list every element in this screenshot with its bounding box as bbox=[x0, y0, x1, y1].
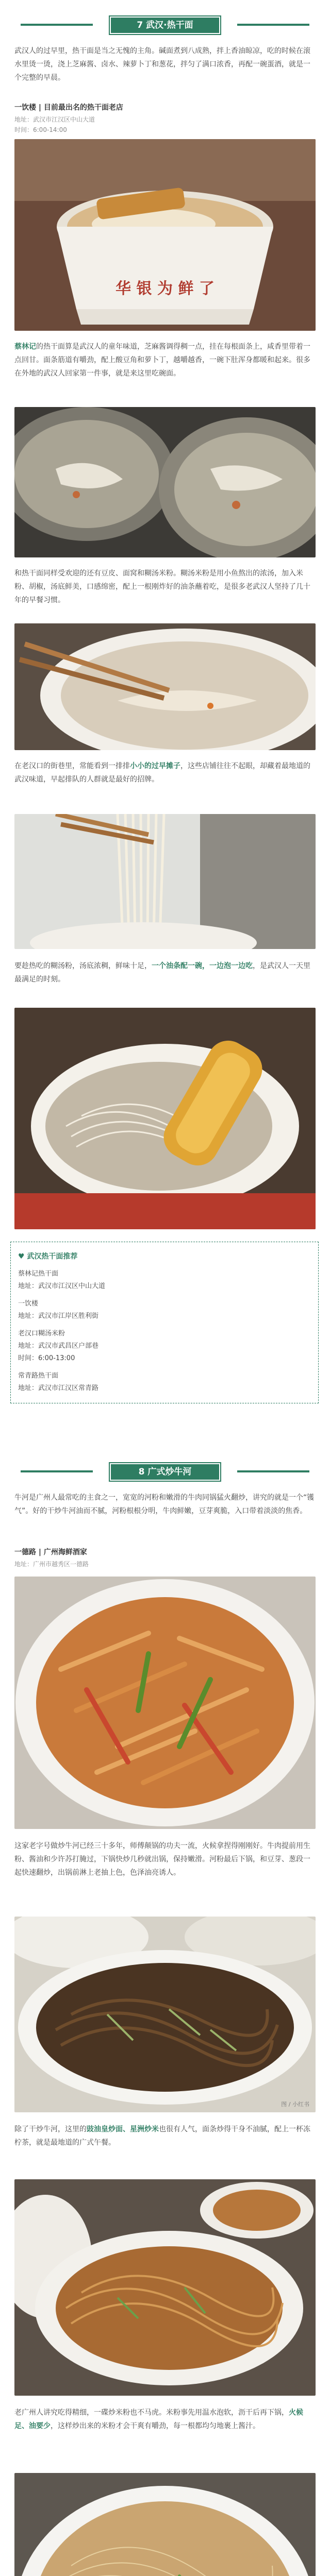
place-name: 一饮楼 | 目前最出名的热干面老店 bbox=[14, 104, 123, 112]
photo-beef-chow-fun bbox=[14, 1917, 316, 2112]
place-address: 地址：广州市越秀区一德路 bbox=[14, 1561, 89, 1568]
highlight-dishes: 豉油皇炒面、星洲炒米 bbox=[87, 2125, 159, 2133]
place-address: 地址：武汉市江汉区中山大道 bbox=[14, 116, 95, 123]
photo-noodle-plates bbox=[14, 2179, 316, 2396]
photo-chopsticks-bowl bbox=[14, 623, 316, 750]
place-info bbox=[14, 1546, 316, 1569]
highlight-tip: 一个油条配一碗，一边泡一边吃 bbox=[152, 962, 253, 970]
section-header-1 bbox=[0, 16, 330, 34]
highlight-stalls: 小小的过早摊子 bbox=[130, 762, 180, 770]
svg-text:华 银 为 鲜 了: 华 银 为 鲜 了 bbox=[116, 280, 214, 298]
photo-noodle-youtiao bbox=[14, 1008, 316, 1229]
section-title: 8 广式炒牛河 bbox=[110, 1463, 220, 1481]
paragraph-4: 在老汉口的街巷里，常能看到一排排小小的过早摊子，这些店铺往往不起眼，却藏着最地道的武汉味道，早起排队的人群就是最好的招牌。 bbox=[14, 762, 310, 784]
recommend-box-1 bbox=[10, 1242, 319, 1403]
recommend-item: 蔡林记热干面 地址：武汉市江汉区中山大道 bbox=[18, 1270, 106, 1290]
recommend-item: 老汉口糊汤米粉 地址：武汉市武昌区户部巷 时间：6:00-13:00 bbox=[18, 1330, 99, 1362]
paragraph-3: 除了干炒牛河，这里的豉油皇炒面、星洲炒米也很有人气，面条炒得干身不油腻，配上一杯冻柠茶，就是最地道的广式午餐。 bbox=[14, 2125, 310, 2147]
section-header-2 bbox=[0, 1463, 330, 1481]
section-title: 7 武汉·热干面 bbox=[110, 16, 220, 34]
photo-fried-noodles-plate bbox=[14, 1577, 316, 1829]
paragraph-3: 和热干面同样受欢迎的还有豆皮、面窝和糊汤米粉。糊汤米粉是用小鱼熬出的浓汤，加入米粉、胡椒，汤底鲜美，口感绵密，配上一根刚炸好的油条蘸着吃，是很多老武汉人坚持了几十年的早餐习惯。 bbox=[14, 569, 310, 604]
paragraph-5: 要趁热吃的糊汤粉，汤底浓稠，鲜味十足，一个油条配一碗，一边泡一边吃，是武汉人一天里最满足的时刻。 bbox=[14, 962, 310, 984]
photo-fried-vermicelli bbox=[14, 2473, 316, 2576]
photo-noodle-cup bbox=[14, 139, 316, 331]
place-name: 一德路 | 广州海鲜酒家 bbox=[14, 1548, 87, 1556]
intro-paragraph: 牛河是广州人最常吃的主食之一，宽宽的河粉和嫩滑的牛肉同锅猛火翻炒，讲究的就是一个“镬气”。好的干炒牛河油而不腻，河粉根根分明，牛肉鲜嫩，豆芽爽脆，入口带着淡淡的焦香。 bbox=[14, 1494, 315, 1515]
paragraph-4: 老广州人讲究吃得精细，一碟炒米粉也不马虎。米粉事先用温水泡软，沥干后再下锅，火候足、油要少，这样炒出来的米粉才会干爽有嚼劲，每一根都均匀地裹上酱汁。 bbox=[14, 2409, 303, 2430]
highlight-brand: 蔡林记 bbox=[14, 343, 36, 351]
recommend-item: 一饮楼 地址：武汉市江岸区胜利街 bbox=[18, 1300, 99, 1320]
photo-noodles-lifted bbox=[14, 814, 316, 949]
paragraph-2: 蔡林记的热干面算是武汉人的童年味道，芝麻酱调得稠一点，挂在每根面条上，咸香里带着一点回甘。面条筋道有嚼劲，配上酸豆角和萝卜丁，越嚼越香，一碗下肚浑身都暖和起来。很多在外地的武汉人回家第一件事，就是来这里吃碗面。 bbox=[14, 343, 310, 378]
highlight-heat: 火候足、油要少 bbox=[14, 2409, 303, 2430]
recommend-title: ♥ 武汉热干面推荐 bbox=[18, 1252, 78, 1261]
paragraph-2: 这家老字号做炒牛河已经三十多年，师傅颠锅的功夫一流，火候拿捏得刚刚好。牛肉提前用生粉、酱油和少许苏打腌过，下锅快炒几秒就出锅，保持嫩滑。河粉最后下锅，和豆芽、葱段一起快速翻炒，出锅前淋上老抽上色，色泽油亮诱人。 bbox=[14, 1842, 310, 1877]
place-hours: 时间：6:00-14:00 bbox=[14, 126, 67, 133]
svg-text:图 / 小红书: 图 / 小红书 bbox=[281, 2101, 309, 2108]
intro-paragraph: 武汉人的过早里，热干面是当之无愧的主角。碱面煮到八成熟，拌上香油晾凉，吃的时候在滚水里烫一烫，浇上芝麻酱、卤水、辣萝卜丁和葱花，拌匀了满口浓香，再配一碗蛋酒，就是一个完整的早晨。 bbox=[14, 47, 310, 82]
place-info bbox=[14, 101, 316, 135]
recommend-item: 常青路热干面 地址：武汉市江汉区常青路 bbox=[18, 1372, 99, 1392]
photo-soup-bowls bbox=[14, 407, 316, 557]
